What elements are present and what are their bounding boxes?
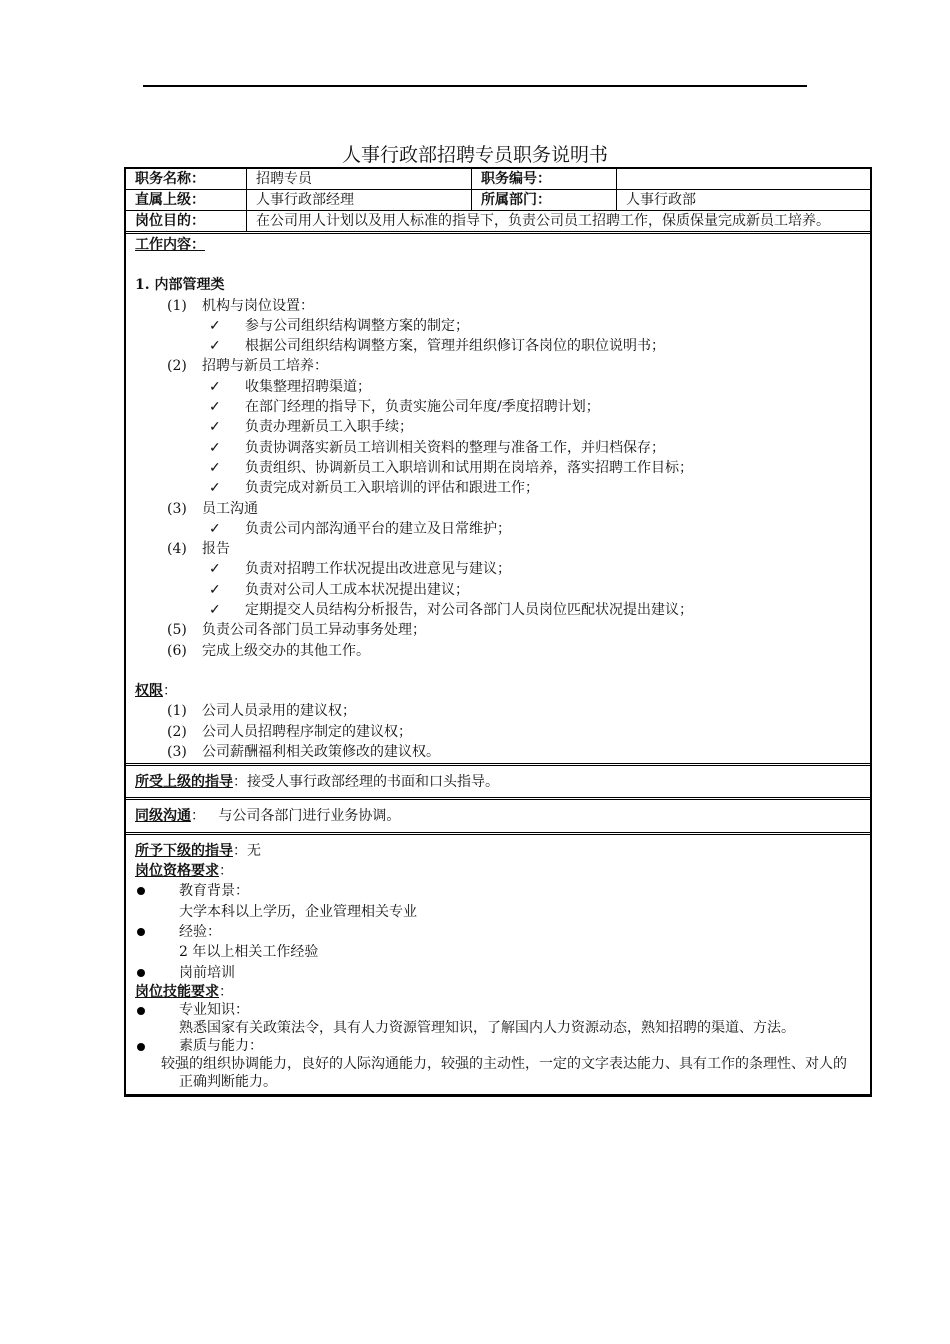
position-code-label: 职务编号：: [472, 169, 617, 189]
work-check-item: ✓ 收集整理招聘渠道；: [135, 377, 858, 397]
work-item: (2) 招聘与新员工培养：: [167, 358, 328, 375]
job-description-table: [124, 167, 872, 1097]
authority-label: 权限: [135, 682, 163, 699]
department-label: 所属部门：: [472, 190, 617, 210]
authority-item: (2) 公司人员招聘程序制定的建议权；: [167, 723, 412, 740]
work-check-item: ✓ 负责对招聘工作状况提出改进意见与建议；: [135, 559, 858, 579]
superior-label: 直属上级：: [126, 190, 247, 210]
superior-value: 人事行政部经理: [247, 190, 472, 210]
purpose-value: 在公司用人计划以及用人标准的指导下，负责公司员工招聘工作，保质保量完成新员工培养。: [256, 213, 830, 229]
bullet-item: 岗前培训: [135, 963, 858, 983]
experience-value: 2 年以上相关工作经验: [179, 944, 319, 961]
work-content-label: 工作内容：: [135, 237, 205, 253]
position-name-label: 职务名称：: [126, 169, 247, 189]
check-icon: ✓: [209, 419, 221, 436]
work-item: (4) 报告: [167, 541, 230, 558]
guidance-from-label: 所受上级的指导: [135, 774, 233, 791]
row-purpose: [126, 211, 870, 234]
row-qualifications: [126, 835, 870, 1094]
bullet-icon: [137, 928, 145, 936]
peer-text: ： 与公司各部门进行业务协调。: [191, 808, 401, 825]
knowledge-value: 熟悉国家有关政策法令，具有人力资源管理知识，了解国内人力资源动态，熟知招聘的渠道、方法。: [179, 1019, 795, 1036]
work-check-item: ✓ 根据公司组织结构调整方案，管理并组织修订各岗位的职位说明书；: [135, 336, 858, 356]
work-check-item: ✓ 负责公司内部沟通平台的建立及日常维护；: [135, 519, 858, 539]
row-position: [126, 169, 870, 190]
check-icon: ✓: [209, 581, 221, 598]
check-icon: ✓: [209, 480, 221, 497]
work-item: (5) 负责公司各部门员工异动事务处理；: [167, 622, 426, 639]
check-icon: ✓: [209, 378, 221, 395]
guidance-from-text: ：接受人事行政部经理的书面和口头指导。: [233, 774, 499, 791]
row-guidance-from: [126, 766, 870, 800]
authority-item: (1) 公司人员录用的建议权；: [167, 703, 356, 720]
work-check-item: ✓ 负责完成对新员工入职培训的评估和跟进工作；: [135, 478, 858, 498]
bullet-icon: [137, 969, 145, 977]
guidance-to-text: ：无: [233, 842, 261, 859]
work-item: (3) 员工沟通: [167, 500, 258, 517]
check-icon: ✓: [209, 317, 221, 334]
authority-item: (3) 公司薪酬福利相关政策修改的建议权。: [167, 743, 440, 760]
bullet-item: 专业知识：: [135, 1001, 858, 1019]
work-check-item: ✓ 在部门经理的指导下，负责实施公司年度/季度招聘计划；: [135, 397, 858, 417]
work-check-item: ✓ 负责办理新员工入职手续；: [135, 417, 858, 437]
row-work-content: [126, 234, 870, 766]
check-icon: ✓: [209, 561, 221, 578]
header-rule: [143, 85, 807, 87]
bullet-icon: [137, 1043, 145, 1051]
work-check-item: ✓ 定期提交人员结构分析报告，对公司各部门人员岗位匹配状况提出建议；: [135, 600, 858, 620]
guidance-from-block: [126, 766, 870, 797]
row-peer: [126, 800, 870, 834]
section-internal-title: 1. 内部管理类: [135, 277, 225, 294]
ability-value: 较强的组织协调能力，良好的人际沟通能力，较强的主动性，一定的文字表达能力、具有工作的条理性、对人的正确判断能力。: [161, 1055, 847, 1090]
check-icon: ✓: [209, 439, 221, 456]
qualification-label: 岗位资格要求: [135, 863, 219, 880]
bullet-icon: [137, 1007, 145, 1015]
bullet-icon: [137, 887, 145, 895]
check-icon: ✓: [209, 459, 221, 476]
work-check-item: ✓ 负责对公司人工成本状况提出建议；: [135, 580, 858, 600]
education-value: 大学本科以上学历，企业管理相关专业: [179, 903, 417, 920]
work-check-item: ✓ 负责组织、协调新员工入职培训和试用期在岗培养，落实招聘工作目标；: [135, 458, 858, 478]
bullet-item: 教育背景：: [135, 881, 858, 901]
document-title: 人事行政部招聘专员职务说明书: [341, 144, 608, 166]
position-name-value: 招聘专员: [247, 169, 472, 189]
peer-label: 同级沟通: [135, 808, 191, 825]
check-icon: ✓: [209, 520, 221, 537]
row-superior: [126, 190, 870, 211]
peer-block: [126, 800, 870, 831]
check-icon: ✓: [209, 399, 221, 416]
bullet-item: 经验：: [135, 922, 858, 942]
bullet-item: 素质与能力：: [135, 1037, 858, 1055]
guidance-to-label: 所予下级的指导: [135, 842, 233, 859]
position-code-value: [617, 169, 870, 189]
work-content-block: 工作内容： 1. 内部管理类 (1) 机构与岗位设置： ✓ 参与公司组织结构调整方案的制定； ✓ 根据公司组织结构调整方案，管理并组织修订各岗位的职位说明书； (2) 招聘与新员工培养： ✓ 收集整理招聘渠道； ✓ 在部门经理的指导下，负责实施公司年度/季度招聘计划； ✓ 负责办理新员工入职手续； ✓ 负责协调落实新员工培训相关资料的整理与准备工作，并归档保存； ✓ 负责组织、协调新员工入职培训和试用期在岗培养，落实招聘工作目标； ✓ 负责完成对新员工入职培训的评估和跟进工作； (3) 员工沟通 ✓ 负责公司内部沟通平台的建立及日常维护； (4) 报告 ✓ 负责对招聘工作状况提出改进意见与建议； ✓ 负责对公司人工成本状况提出建议； ✓ 定期提交人员结构分析报告，对公司各部门人员岗位匹配状况提出建议； (5) 负责公司各部门员工异动事务处理； (6) 完成上级交办的其他工作。 权限： (1) 公司人员录用的建议权； (2) 公司人员招聘程序制定的建议权； (3) 公司薪酬福利相关政策修改的建议权。: [126, 234, 870, 763]
skills-label: 岗位技能要求: [135, 983, 219, 1000]
purpose-label: 岗位目的：: [126, 211, 247, 231]
check-icon: ✓: [209, 338, 221, 355]
work-check-item: ✓ 参与公司组织结构调整方案的制定；: [135, 316, 858, 336]
check-icon: ✓: [209, 602, 221, 619]
work-item: (6) 完成上级交办的其他工作。: [167, 642, 370, 659]
qualifications-block: 所予下级的指导：无 岗位资格要求： 教育背景： 大学本科以上学历，企业管理相关专业 经验： 2 年以上相关工作经验 岗前培训 岗位技能要求： 专业知识： 熟悉国家有关政策法令，具有人力资源管理知识，了解国内人力资源动态，熟知招聘的渠道、方法。 素质与能力： 较强的组织协调能力，良好的人际沟通能力，较强的主动性，一定的文字表达能力、具有工作的条理性、对人的正确判断能力。: [126, 835, 870, 1094]
work-check-item: ✓ 负责协调落实新员工培训相关资料的整理与准备工作，并归档保存；: [135, 438, 858, 458]
work-item: (1) 机构与岗位设置：: [167, 297, 314, 314]
department-value: 人事行政部: [626, 192, 696, 208]
